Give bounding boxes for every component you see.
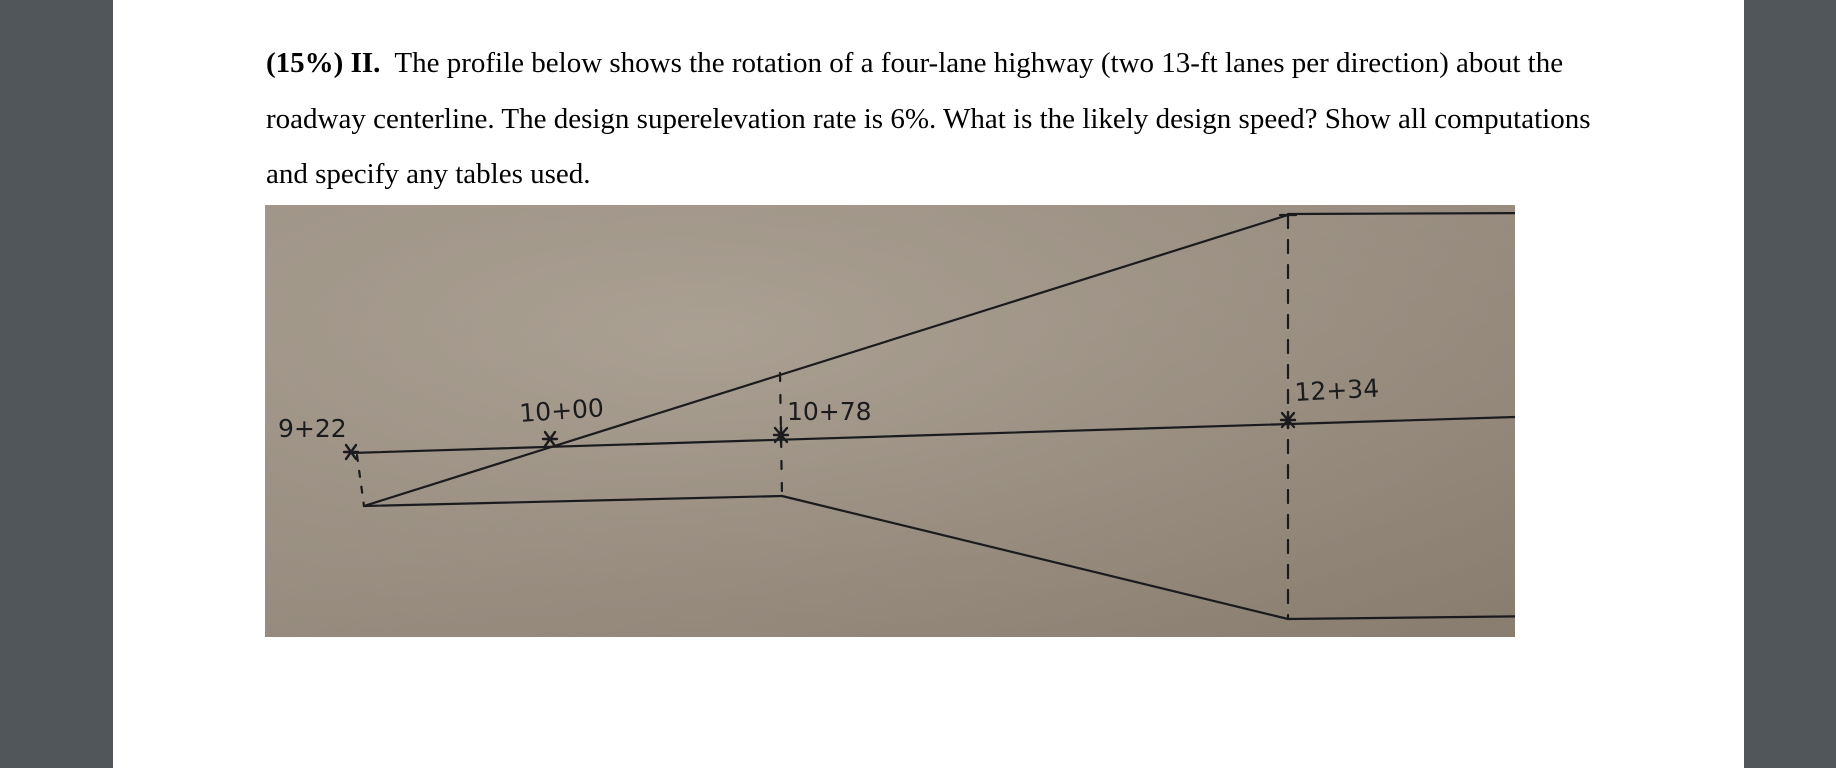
station-10-78-marker (774, 427, 788, 443)
station-label-10-00: 10+00 (518, 393, 605, 428)
station-label-9-22: 9+22 (278, 414, 347, 443)
paper-shading (265, 205, 1515, 637)
question-body: The profile below shows the rotation of a four-lane highway (two 13-ft lanes per direction) about the roadway centerline. The design superelevation rate is 6%. What is the likely design speed? Show all computations and specify any tables used. (266, 47, 1591, 190)
outside-edge-full-super (1288, 213, 1515, 214)
station-12-34-marker (1281, 412, 1295, 428)
question-text (266, 36, 1611, 203)
station-label-12-34: 12+34 (1293, 373, 1380, 407)
question-number: (15%) II. (266, 47, 381, 79)
station-label-10-78: 10+78 (787, 397, 872, 426)
superelevation-profile-figure (265, 205, 1515, 637)
profile-drawing (265, 205, 1515, 637)
document-page (113, 0, 1744, 768)
